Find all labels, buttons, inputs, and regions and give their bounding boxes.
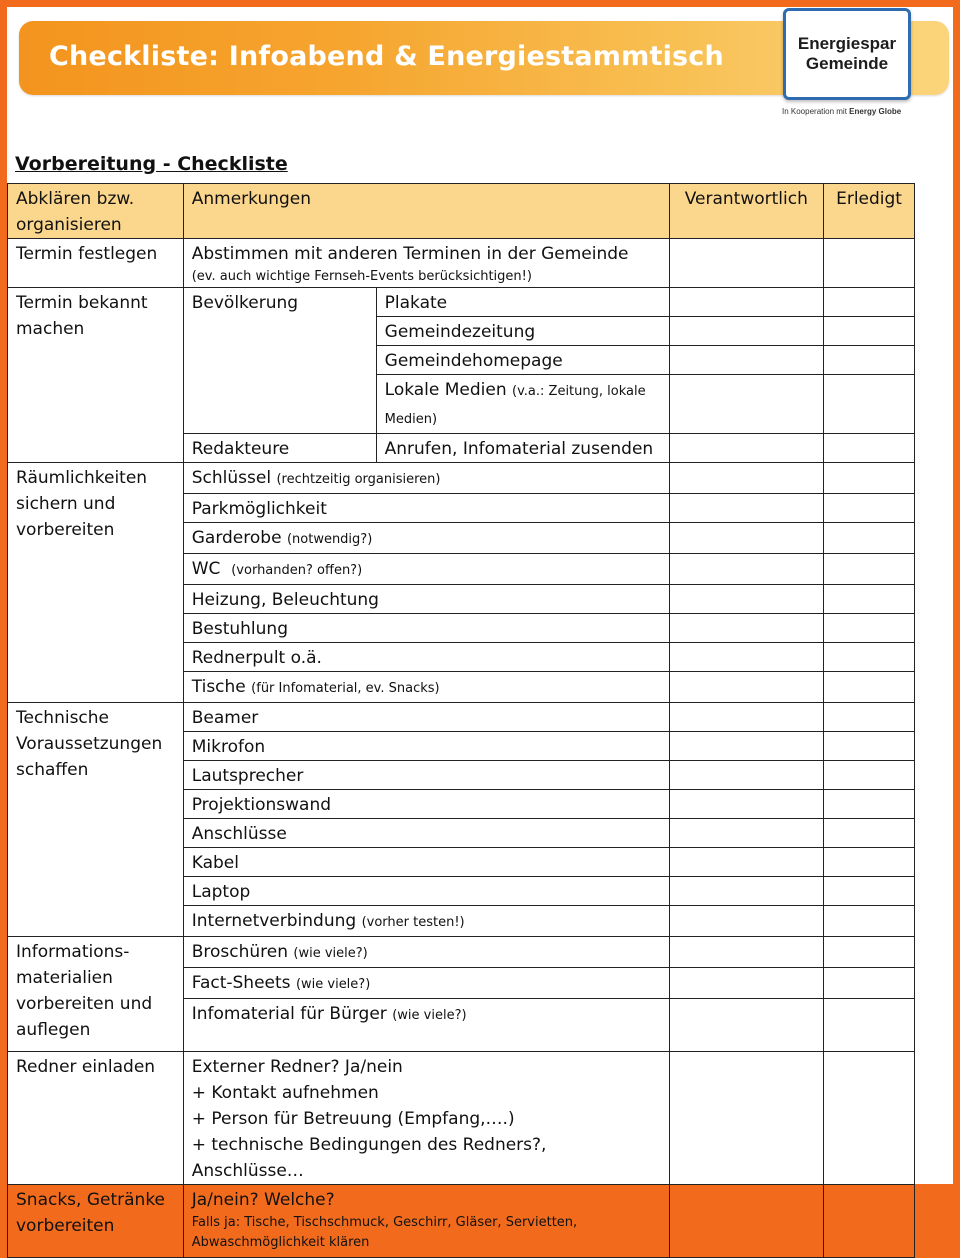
done-cell[interactable] — [824, 937, 915, 968]
note-small: (vorhanden? offen?) — [231, 563, 363, 578]
header-responsible: Verantwortlich — [669, 184, 824, 239]
note-line: + Person für Betreuung (Empfang,….) — [191, 1109, 515, 1129]
note-small: Falls ja: Tische, Tischschmuck, Geschirr, Gläser, Servietten, Abwaschmöglichkeit klären — [191, 1215, 578, 1250]
note-cell — [183, 554, 669, 585]
responsible-cell[interactable] — [669, 672, 824, 703]
task-cell: Räumlichkeiten sichern und vorbereiten — [8, 463, 184, 703]
done-cell[interactable] — [824, 643, 915, 672]
section-heading: Vorbereitung - Checkliste — [15, 153, 288, 175]
table-row — [8, 463, 915, 494]
responsible-cell[interactable] — [669, 732, 824, 761]
done-cell[interactable] — [824, 703, 915, 732]
table-row — [8, 1185, 915, 1258]
responsible-cell[interactable] — [669, 877, 824, 906]
note-line: + Kontakt aufnehmen — [191, 1083, 379, 1103]
note-text: Internetverbindung — [191, 911, 357, 931]
done-cell[interactable] — [824, 906, 915, 937]
task-cell: Technische Voraussetzungen schaffen — [8, 703, 184, 937]
note-cell: Gemeindezeitung — [376, 317, 669, 346]
note-small: (ev. auch wichtige Fernseh-Events berücksichtigen!) — [191, 269, 532, 284]
subcategory-cell: Redakteure — [183, 434, 376, 463]
note-cell: Gemeindehomepage — [376, 346, 669, 375]
header-notes: Anmerkungen — [183, 184, 669, 239]
done-cell[interactable] — [824, 463, 915, 494]
task-cell: Snacks, Getränke vorbereiten — [8, 1185, 184, 1258]
note-cell: Laptop — [183, 877, 669, 906]
note-text: Broschüren — [191, 942, 289, 962]
document-title: Checkliste: Infoabend & Energiestammtisch — [49, 41, 724, 72]
logo-line-1: Energiespar — [797, 34, 897, 53]
responsible-cell[interactable] — [669, 585, 824, 614]
responsible-cell[interactable] — [669, 463, 824, 494]
task-cell: Termin bekannt machen — [8, 288, 184, 463]
table-row — [8, 937, 915, 968]
responsible-cell[interactable] — [669, 239, 824, 288]
responsible-cell[interactable] — [669, 906, 824, 937]
responsible-cell[interactable] — [669, 643, 824, 672]
table-row — [8, 239, 915, 288]
note-cell — [183, 1185, 669, 1258]
logo-sub-brand: Energy Globe — [849, 107, 902, 116]
note-small: (für Infomaterial, ev. Snacks) — [251, 681, 440, 696]
note-text: Abstimmen mit anderen Terminen in der Gemeinde — [191, 244, 629, 264]
note-cell: Projektionswand — [183, 790, 669, 819]
note-cell: Lautsprecher — [183, 761, 669, 790]
done-cell[interactable] — [824, 434, 915, 463]
table-header-row — [8, 184, 915, 239]
responsible-cell[interactable] — [669, 848, 824, 877]
done-cell[interactable] — [824, 523, 915, 554]
note-cell: Mikrofon — [183, 732, 669, 761]
note-cell: Heizung, Beleuchtung — [183, 585, 669, 614]
logo-line-2: Gemeinde — [805, 54, 889, 73]
responsible-cell[interactable] — [669, 790, 824, 819]
note-small: (v.a.: Zeitung, lokale Medien) — [384, 384, 646, 427]
responsible-cell[interactable] — [669, 1185, 824, 1258]
energiespar-gemeinde-logo — [783, 8, 911, 100]
note-text: Garderobe — [191, 528, 282, 548]
task-cell: Informations-materialien vorbereiten und auflegen — [8, 937, 184, 1052]
note-cell — [183, 937, 669, 968]
responsible-cell[interactable] — [669, 434, 824, 463]
note-small: (wie viele?) — [392, 1008, 467, 1023]
task-cell: Redner einladen — [8, 1052, 184, 1185]
done-cell[interactable] — [824, 317, 915, 346]
note-cell — [183, 239, 669, 288]
note-text: Tische — [191, 677, 246, 697]
note-cell — [183, 999, 669, 1052]
note-text: Infomaterial für Bürger — [191, 1004, 387, 1024]
note-cell — [183, 463, 669, 494]
done-cell[interactable] — [824, 848, 915, 877]
done-cell[interactable] — [824, 790, 915, 819]
note-cell: Rednerpult o.ä. — [183, 643, 669, 672]
note-cell — [183, 672, 669, 703]
table-row — [8, 1052, 915, 1185]
note-line: Externer Redner? Ja/nein — [191, 1057, 403, 1077]
done-cell[interactable] — [824, 375, 915, 434]
done-cell[interactable] — [824, 239, 915, 288]
note-cell: Anschlüsse — [183, 819, 669, 848]
responsible-cell[interactable] — [669, 346, 824, 375]
responsible-cell[interactable] — [669, 614, 824, 643]
responsible-cell[interactable] — [669, 375, 824, 434]
done-cell[interactable] — [824, 877, 915, 906]
checklist-table — [7, 183, 915, 1258]
document-page — [7, 7, 953, 1250]
note-small: (rechtzeitig organisieren) — [276, 472, 441, 487]
note-cell: Parkmöglichkeit — [183, 494, 669, 523]
done-cell[interactable] — [824, 288, 915, 317]
note-cell — [183, 906, 669, 937]
table-row — [8, 288, 915, 317]
subcategory-cell: Bevölkerung — [183, 288, 376, 434]
note-cell — [183, 523, 669, 554]
note-cell: Bestuhlung — [183, 614, 669, 643]
done-cell[interactable] — [824, 819, 915, 848]
responsible-cell[interactable] — [669, 819, 824, 848]
task-cell: Termin festlegen — [8, 239, 184, 288]
responsible-cell[interactable] — [669, 554, 824, 585]
note-cell: Beamer — [183, 703, 669, 732]
note-line: Ja/nein? Welche? — [191, 1190, 335, 1210]
header-task: Abklären bzw. organisieren — [8, 184, 184, 239]
responsible-cell[interactable] — [669, 999, 824, 1052]
done-cell[interactable] — [824, 732, 915, 761]
note-small: (notwendig?) — [286, 532, 373, 547]
note-small: (wie viele?) — [293, 946, 368, 961]
note-cell: Anrufen, Infomaterial zusenden — [376, 434, 669, 463]
note-text: Lokale Medien — [384, 380, 507, 400]
done-cell[interactable] — [824, 999, 915, 1052]
note-cell — [376, 375, 669, 434]
note-line: + technische Bedingungen des Redners?, Anschlüsse… — [191, 1135, 547, 1181]
done-cell[interactable] — [824, 554, 915, 585]
logo-cooperation-note — [782, 107, 901, 116]
note-cell: Plakate — [376, 288, 669, 317]
done-cell[interactable] — [824, 614, 915, 643]
done-cell[interactable] — [824, 1185, 915, 1258]
done-cell[interactable] — [824, 1052, 915, 1185]
responsible-cell[interactable] — [669, 523, 824, 554]
done-cell[interactable] — [824, 585, 915, 614]
responsible-cell[interactable] — [669, 761, 824, 790]
responsible-cell[interactable] — [669, 937, 824, 968]
note-text: Fact-Sheets — [191, 973, 291, 993]
responsible-cell[interactable] — [669, 317, 824, 346]
done-cell[interactable] — [824, 761, 915, 790]
note-text: WC — [191, 559, 221, 579]
note-cell: Kabel — [183, 848, 669, 877]
header-done: Erledigt — [824, 184, 915, 239]
note-cell — [183, 968, 669, 999]
done-cell[interactable] — [824, 672, 915, 703]
done-cell[interactable] — [824, 346, 915, 375]
responsible-cell[interactable] — [669, 1052, 824, 1185]
note-cell — [183, 1052, 669, 1185]
table-row — [8, 703, 915, 732]
done-cell[interactable] — [824, 968, 915, 999]
note-small: (vorher testen!) — [361, 915, 465, 930]
logo-sub-prefix: In Kooperation mit — [782, 107, 847, 116]
note-small: (wie viele?) — [295, 977, 371, 992]
responsible-cell[interactable] — [669, 968, 824, 999]
responsible-cell[interactable] — [669, 494, 824, 523]
note-text: Schlüssel — [191, 468, 272, 488]
responsible-cell[interactable] — [669, 703, 824, 732]
responsible-cell[interactable] — [669, 288, 824, 317]
done-cell[interactable] — [824, 494, 915, 523]
